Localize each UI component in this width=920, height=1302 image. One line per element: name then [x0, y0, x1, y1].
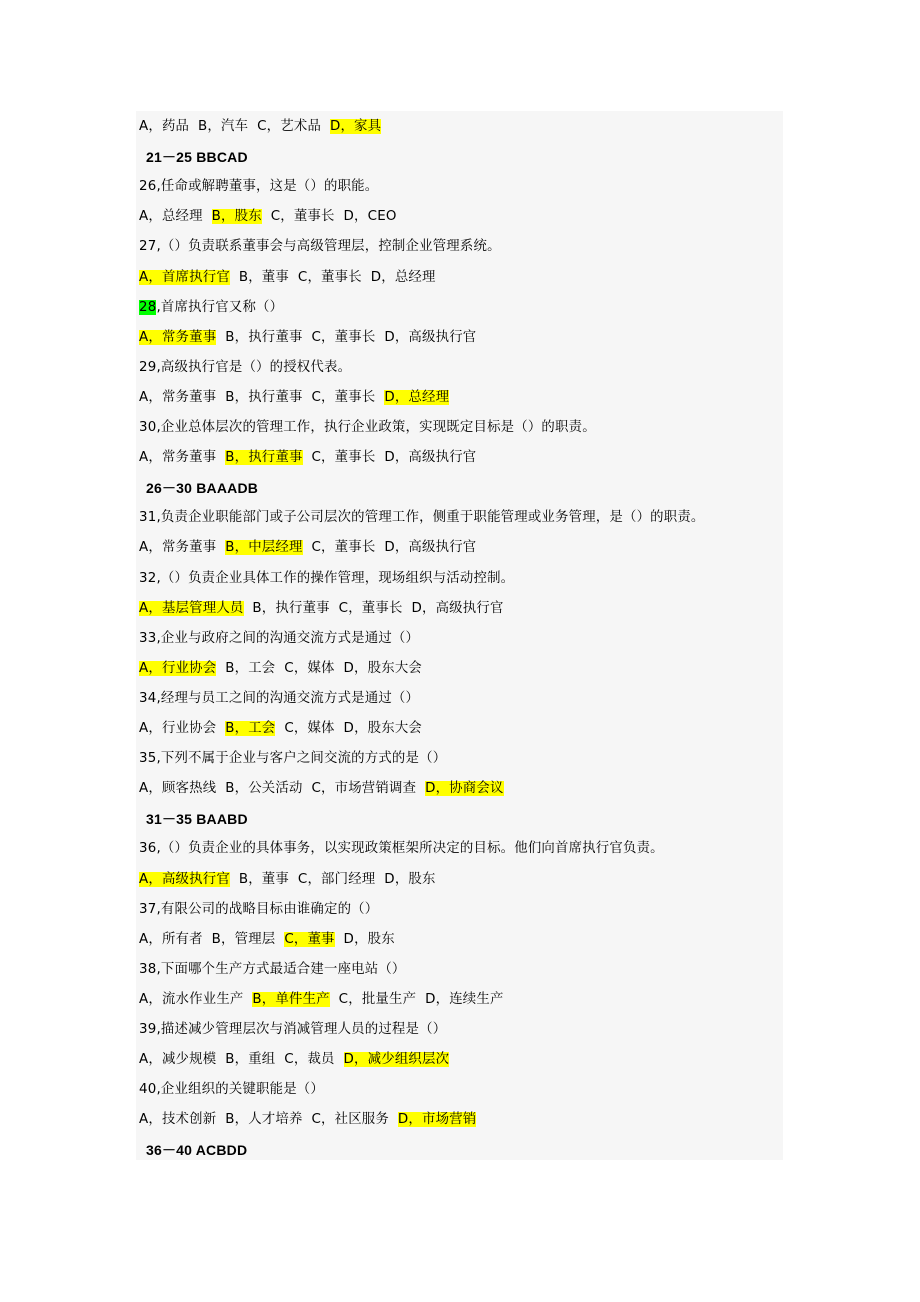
text-segment: ,首席执行官又称（）: [156, 300, 284, 315]
highlighted-answer: D，家具: [329, 119, 382, 134]
highlighted-answer: 28: [139, 300, 157, 315]
highlighted-answer: B，工会: [225, 721, 276, 736]
highlighted-answer: B，中层经理: [225, 540, 303, 555]
options-line: [139, 1049, 449, 1071]
question-line: [139, 357, 351, 379]
text-segment: C，董事长 D，CEO: [261, 209, 397, 224]
text-segment: A，减少规模 B，重组 C，裁员: [139, 1052, 344, 1067]
options-line: [139, 718, 422, 740]
highlighted-answer: B，执行董事: [225, 450, 303, 465]
text-segment: 32,（）负责企业具体工作的操作管理，现场组织与活动控制。: [139, 571, 515, 586]
text-segment: B，董事 C，部门经理 D，股东: [229, 872, 436, 887]
highlighted-answer: D，减少组织层次: [343, 1052, 450, 1067]
text-segment: 26,任命或解聘董事，这是（）的职能。: [139, 179, 379, 194]
highlighted-answer: D，协商会议: [425, 781, 504, 796]
text-segment: C，董事长 D，高级执行官: [302, 450, 477, 465]
text-segment: A，药品 B，汽车 C，艺术品: [139, 119, 330, 134]
question-line: [139, 1079, 324, 1101]
question-line: [139, 236, 501, 258]
options-line: [139, 658, 422, 680]
text-segment: C，媒体 D，股东大会: [275, 721, 423, 736]
options-line: [139, 537, 476, 559]
highlighted-answer: A，高级执行官: [139, 872, 230, 887]
text-segment: 30,企业总体层次的管理工作，执行企业政策，实现既定目标是（）的职责。: [139, 420, 596, 435]
highlighted-answer: C，董事: [284, 932, 335, 947]
highlighted-answer: A，行业协会: [139, 661, 217, 676]
question-line: [139, 297, 283, 319]
options-line: [139, 929, 395, 951]
options-line: [139, 206, 397, 228]
options-line: [139, 778, 504, 800]
question-line: [139, 417, 596, 439]
text-segment: A，技术创新 B，人才培养 C，社区服务: [139, 1112, 398, 1127]
highlighted-answer: D，市场营销: [397, 1112, 477, 1127]
options-line: [139, 1109, 476, 1131]
text-segment: A，所有者 B，管理层: [139, 932, 285, 947]
text-segment: C，批量生产 D，连续生产: [329, 992, 504, 1007]
question-line: [139, 628, 419, 650]
text-segment: 34,经理与员工之间的沟通交流方式是通过（）: [139, 691, 420, 706]
text-segment: 40,企业组织的关键职能是（）: [139, 1082, 324, 1097]
answer-key-line: 26－30 BAAADB: [146, 480, 259, 496]
options-line: [139, 989, 504, 1011]
text-segment: 27,（）负责联系董事会与高级管理层，控制企业管理系统。: [139, 239, 501, 254]
text-segment: B，执行董事 C，董事长 D，高级执行官: [216, 330, 477, 345]
options-line: [139, 387, 449, 409]
text-segment: A，常务董事: [139, 450, 226, 465]
options-line: [139, 327, 476, 349]
answer-key-line: 36－40 ACBDD: [146, 1142, 248, 1158]
highlighted-answer: B，单件生产: [252, 992, 330, 1007]
text-segment: A，总经理: [139, 209, 212, 224]
text-segment: 36,（）负责企业的具体事务，以实现政策框架所决定的目标。他们向首席执行官负责。: [139, 841, 664, 856]
options-line: [139, 598, 504, 620]
text-segment: B，执行董事 C，董事长 D，高级执行官: [243, 601, 504, 616]
question-line: [139, 748, 446, 770]
text-segment: 33,企业与政府之间的沟通交流方式是通过（）: [139, 631, 420, 646]
text-segment: 38,下面哪个生产方式最适合建一座电站（）: [139, 962, 406, 977]
question-line: [139, 959, 406, 981]
text-segment: B，董事 C，董事长 D，总经理: [229, 270, 436, 285]
text-segment: D，股东: [334, 932, 395, 947]
question-line: [139, 1019, 446, 1041]
text-segment: A，顾客热线 B，公关活动 C，市场营销调查: [139, 781, 426, 796]
highlighted-answer: D，总经理: [384, 390, 450, 405]
question-line: [139, 688, 419, 710]
question-line: [139, 838, 664, 860]
text-segment: 29,高级执行官是（）的授权代表。: [139, 360, 352, 375]
question-line: [139, 507, 705, 529]
text-segment: 35,下列不属于企业与客户之间交流的方式的是（）: [139, 751, 447, 766]
highlighted-answer: B，股东: [211, 209, 262, 224]
options-line: [139, 869, 436, 891]
answer-key-line: 31－35 BAABD: [146, 811, 248, 827]
text-segment: A，常务董事: [139, 540, 226, 555]
text-segment: A，常务董事 B，执行董事 C，董事长: [139, 390, 385, 405]
text-segment: C，董事长 D，高级执行官: [302, 540, 477, 555]
options-line: [139, 116, 381, 138]
question-line: [139, 176, 378, 198]
text-segment: B，工会 C，媒体 D，股东大会: [216, 661, 423, 676]
text-segment: A，行业协会: [139, 721, 226, 736]
question-line: [139, 899, 378, 921]
question-line: [139, 568, 514, 590]
text-segment: A，流水作业生产: [139, 992, 253, 1007]
text-segment: 37,有限公司的战略目标由谁确定的（）: [139, 902, 379, 917]
options-line: [139, 267, 436, 289]
answer-key-line: 21－25 BBCAD: [146, 149, 248, 165]
highlighted-answer: A，常务董事: [139, 330, 217, 345]
options-line: [139, 447, 476, 469]
text-segment: 31,负责企业职能部门或子公司层次的管理工作，侧重于职能管理或业务管理，是（）的职责。: [139, 510, 705, 525]
highlighted-answer: A，首席执行官: [139, 270, 230, 285]
highlighted-answer: A，基层管理人员: [139, 601, 244, 616]
text-segment: 39,描述减少管理层次与消减管理人员的过程是（）: [139, 1022, 447, 1037]
